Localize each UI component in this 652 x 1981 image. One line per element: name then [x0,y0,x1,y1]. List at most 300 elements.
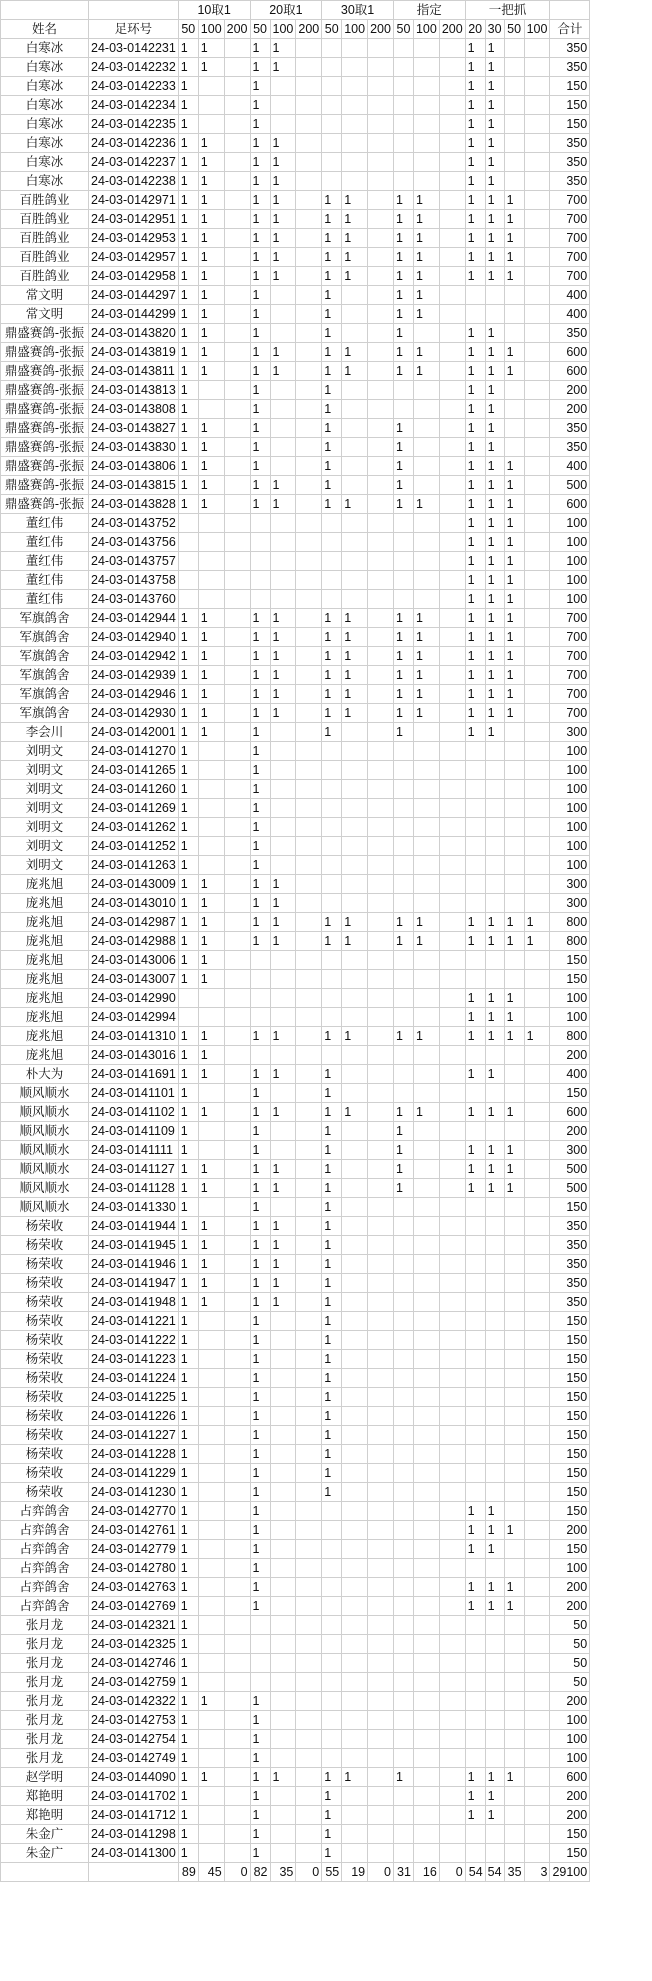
row-total-cell[interactable]: 150 [550,115,590,134]
entry-cell[interactable] [504,1274,524,1293]
entry-cell[interactable] [224,533,250,552]
entry-cell[interactable] [524,1768,550,1787]
entry-cell[interactable]: 1 [250,438,270,457]
entry-cell[interactable] [524,989,550,1008]
entry-cell[interactable]: 1 [393,1122,413,1141]
entry-cell[interactable] [413,457,439,476]
entry-cell[interactable]: 1 [178,1274,198,1293]
entry-cell[interactable] [178,552,198,571]
entry-cell[interactable]: 1 [342,685,368,704]
entry-cell[interactable] [296,1540,322,1559]
entry-cell[interactable] [524,1274,550,1293]
ring-number-cell[interactable]: 24-03-0142321 [89,1616,179,1635]
entry-cell[interactable] [224,305,250,324]
entry-cell[interactable] [524,1141,550,1160]
entry-cell[interactable]: 1 [250,704,270,723]
entry-cell[interactable] [504,1692,524,1711]
entry-cell[interactable]: 1 [270,894,296,913]
row-total-cell[interactable]: 50 [550,1673,590,1692]
entry-cell[interactable] [485,1122,504,1141]
entry-cell[interactable] [250,1616,270,1635]
entry-cell[interactable] [368,438,394,457]
entry-cell[interactable] [485,1844,504,1863]
entry-cell[interactable] [368,1407,394,1426]
owner-name-cell[interactable]: 白寒冰 [1,153,89,172]
entry-cell[interactable] [296,305,322,324]
entry-cell[interactable]: 1 [485,229,504,248]
entry-cell[interactable] [368,77,394,96]
ring-number-cell[interactable] [89,1863,179,1882]
entry-cell[interactable]: 1 [178,1407,198,1426]
entry-cell[interactable]: 1 [485,932,504,951]
entry-cell[interactable] [465,305,485,324]
entry-cell[interactable] [296,1388,322,1407]
entry-cell[interactable]: 1 [178,1787,198,1806]
entry-cell[interactable] [270,742,296,761]
entry-cell[interactable] [224,1654,250,1673]
entry-cell[interactable] [224,1673,250,1692]
entry-cell[interactable]: 1 [465,476,485,495]
column-sum-cell[interactable]: 35 [270,1863,296,1882]
entry-cell[interactable] [413,799,439,818]
entry-cell[interactable] [524,951,550,970]
entry-cell[interactable] [413,1255,439,1274]
entry-cell[interactable] [439,39,465,58]
entry-cell[interactable] [198,590,224,609]
owner-name-cell[interactable]: 白寒冰 [1,96,89,115]
owner-name-cell[interactable]: 庞兆旭 [1,1008,89,1027]
entry-cell[interactable] [342,1787,368,1806]
entry-cell[interactable]: 1 [322,419,342,438]
entry-cell[interactable]: 1 [485,191,504,210]
ring-number-cell[interactable]: 24-03-0143815 [89,476,179,495]
ring-number-cell[interactable]: 24-03-0143016 [89,1046,179,1065]
entry-cell[interactable]: 1 [504,495,524,514]
entry-cell[interactable] [270,590,296,609]
row-total-cell[interactable]: 400 [550,1065,590,1084]
entry-cell[interactable]: 1 [198,134,224,153]
entry-cell[interactable] [322,1521,342,1540]
row-total-cell[interactable]: 600 [550,1103,590,1122]
entry-cell[interactable] [342,1483,368,1502]
entry-cell[interactable]: 1 [250,1502,270,1521]
entry-cell[interactable] [393,77,413,96]
entry-cell[interactable] [413,894,439,913]
entry-cell[interactable] [413,1635,439,1654]
entry-cell[interactable] [368,324,394,343]
entry-cell[interactable] [439,134,465,153]
entry-cell[interactable] [393,1806,413,1825]
entry-cell[interactable] [465,1654,485,1673]
entry-cell[interactable]: 1 [178,685,198,704]
entry-cell[interactable]: 1 [270,647,296,666]
entry-cell[interactable]: 1 [485,248,504,267]
entry-cell[interactable] [413,134,439,153]
entry-cell[interactable]: 1 [322,1806,342,1825]
entry-cell[interactable]: 1 [178,723,198,742]
entry-cell[interactable] [504,1065,524,1084]
entry-cell[interactable]: 1 [198,951,224,970]
entry-cell[interactable] [342,115,368,134]
column-header-sub[interactable]: 200 [224,20,250,39]
entry-cell[interactable] [296,1635,322,1654]
entry-cell[interactable]: 1 [178,286,198,305]
entry-cell[interactable] [368,134,394,153]
entry-cell[interactable] [250,590,270,609]
entry-cell[interactable] [504,1749,524,1768]
entry-cell[interactable] [322,1046,342,1065]
entry-cell[interactable] [439,1806,465,1825]
entry-cell[interactable] [439,856,465,875]
entry-cell[interactable] [485,1255,504,1274]
entry-cell[interactable]: 1 [393,1141,413,1160]
entry-cell[interactable]: 1 [465,913,485,932]
column-header-sub[interactable]: 100 [198,20,224,39]
entry-cell[interactable]: 1 [413,343,439,362]
entry-cell[interactable] [322,153,342,172]
entry-cell[interactable] [322,1711,342,1730]
entry-cell[interactable]: 1 [178,1521,198,1540]
entry-cell[interactable] [224,1179,250,1198]
ring-number-cell[interactable]: 24-03-0141947 [89,1274,179,1293]
entry-cell[interactable] [504,1654,524,1673]
ring-number-cell[interactable]: 24-03-0144299 [89,305,179,324]
entry-cell[interactable] [198,1654,224,1673]
entry-cell[interactable] [413,1578,439,1597]
entry-cell[interactable]: 1 [322,267,342,286]
entry-cell[interactable]: 1 [178,894,198,913]
entry-cell[interactable]: 1 [178,39,198,58]
entry-cell[interactable]: 1 [250,1236,270,1255]
entry-cell[interactable]: 1 [198,343,224,362]
entry-cell[interactable] [439,1787,465,1806]
entry-cell[interactable]: 1 [393,438,413,457]
entry-cell[interactable]: 1 [178,1236,198,1255]
entry-cell[interactable] [368,191,394,210]
entry-cell[interactable]: 1 [413,191,439,210]
entry-cell[interactable]: 1 [250,685,270,704]
entry-cell[interactable] [439,1217,465,1236]
entry-cell[interactable] [439,1445,465,1464]
entry-cell[interactable] [296,1312,322,1331]
entry-cell[interactable]: 1 [393,628,413,647]
entry-cell[interactable] [296,818,322,837]
entry-cell[interactable]: 1 [250,39,270,58]
owner-name-cell[interactable]: 白寒冰 [1,77,89,96]
entry-cell[interactable]: 1 [250,666,270,685]
column-header-sub[interactable]: 100 [524,20,550,39]
entry-cell[interactable] [393,1578,413,1597]
column-sum-cell[interactable]: 16 [413,1863,439,1882]
entry-cell[interactable]: 1 [322,1274,342,1293]
entry-cell[interactable]: 1 [198,1065,224,1084]
entry-cell[interactable]: 1 [270,153,296,172]
entry-cell[interactable]: 1 [393,210,413,229]
entry-cell[interactable] [342,1369,368,1388]
entry-cell[interactable] [439,552,465,571]
entry-cell[interactable] [296,191,322,210]
entry-cell[interactable]: 1 [485,77,504,96]
column-header-sub[interactable]: 100 [342,20,368,39]
entry-cell[interactable] [439,1008,465,1027]
entry-cell[interactable]: 1 [485,381,504,400]
entry-cell[interactable] [198,571,224,590]
entry-cell[interactable]: 1 [178,970,198,989]
entry-cell[interactable] [368,552,394,571]
entry-cell[interactable] [270,1331,296,1350]
entry-cell[interactable] [524,1350,550,1369]
entry-cell[interactable] [439,1711,465,1730]
ring-number-cell[interactable]: 24-03-0142753 [89,1711,179,1730]
entry-cell[interactable] [439,1673,465,1692]
entry-cell[interactable] [465,1673,485,1692]
entry-cell[interactable] [368,666,394,685]
entry-cell[interactable]: 1 [250,1103,270,1122]
entry-cell[interactable] [485,1369,504,1388]
entry-cell[interactable] [296,1616,322,1635]
entry-cell[interactable]: 1 [504,609,524,628]
entry-cell[interactable] [485,1559,504,1578]
row-total-cell[interactable]: 200 [550,1597,590,1616]
entry-cell[interactable] [198,1540,224,1559]
entry-cell[interactable] [296,1768,322,1787]
entry-cell[interactable] [270,533,296,552]
entry-cell[interactable] [322,96,342,115]
entry-cell[interactable] [368,1787,394,1806]
entry-cell[interactable]: 1 [178,1160,198,1179]
entry-cell[interactable]: 1 [178,1673,198,1692]
entry-cell[interactable]: 1 [198,58,224,77]
entry-cell[interactable] [413,533,439,552]
row-total-cell[interactable]: 200 [550,1578,590,1597]
entry-cell[interactable] [524,1388,550,1407]
entry-cell[interactable] [465,761,485,780]
entry-cell[interactable] [342,1236,368,1255]
entry-cell[interactable] [224,913,250,932]
entry-cell[interactable]: 1 [198,267,224,286]
entry-cell[interactable]: 1 [178,704,198,723]
entry-cell[interactable] [270,1483,296,1502]
entry-cell[interactable] [224,324,250,343]
row-total-cell[interactable]: 350 [550,438,590,457]
entry-cell[interactable] [524,419,550,438]
entry-cell[interactable]: 1 [322,286,342,305]
entry-cell[interactable]: 1 [178,1046,198,1065]
entry-cell[interactable] [439,381,465,400]
entry-cell[interactable] [393,1521,413,1540]
entry-cell[interactable] [465,875,485,894]
entry-cell[interactable]: 1 [250,1179,270,1198]
ring-number-cell[interactable]: 24-03-0143752 [89,514,179,533]
ring-number-cell[interactable]: 24-03-0142761 [89,1521,179,1540]
entry-cell[interactable] [342,286,368,305]
entry-cell[interactable]: 1 [322,609,342,628]
entry-cell[interactable]: 1 [465,1502,485,1521]
owner-name-cell[interactable]: 鼎盛赛鸽-张振 [1,457,89,476]
ring-number-cell[interactable]: 24-03-0143760 [89,590,179,609]
entry-cell[interactable]: 1 [178,476,198,495]
entry-cell[interactable] [368,1255,394,1274]
entry-cell[interactable] [322,1502,342,1521]
entry-cell[interactable]: 1 [250,761,270,780]
entry-cell[interactable] [393,1065,413,1084]
ring-number-cell[interactable]: 24-03-0142769 [89,1597,179,1616]
entry-cell[interactable]: 1 [465,172,485,191]
entry-cell[interactable] [224,1483,250,1502]
owner-name-cell[interactable]: 顺风顺水 [1,1179,89,1198]
entry-cell[interactable]: 1 [465,514,485,533]
entry-cell[interactable] [296,172,322,191]
row-total-cell[interactable]: 350 [550,1217,590,1236]
entry-cell[interactable] [224,666,250,685]
row-total-cell[interactable]: 400 [550,305,590,324]
entry-cell[interactable]: 1 [504,514,524,533]
entry-cell[interactable] [368,1521,394,1540]
ring-number-cell[interactable]: 24-03-0142237 [89,153,179,172]
entry-cell[interactable] [224,115,250,134]
header-cell[interactable] [89,1,179,20]
entry-cell[interactable]: 1 [322,1350,342,1369]
entry-cell[interactable] [413,1825,439,1844]
entry-cell[interactable] [504,951,524,970]
entry-cell[interactable]: 1 [178,362,198,381]
entry-cell[interactable] [504,1236,524,1255]
entry-cell[interactable] [465,1350,485,1369]
entry-cell[interactable] [413,989,439,1008]
entry-cell[interactable] [224,742,250,761]
entry-cell[interactable]: 1 [178,666,198,685]
entry-cell[interactable] [296,210,322,229]
entry-cell[interactable] [504,1198,524,1217]
row-total-cell[interactable]: 700 [550,191,590,210]
entry-cell[interactable] [439,229,465,248]
entry-cell[interactable] [368,362,394,381]
entry-cell[interactable] [296,343,322,362]
owner-name-cell[interactable]: 刘明文 [1,742,89,761]
entry-cell[interactable] [439,1635,465,1654]
entry-cell[interactable] [198,115,224,134]
row-total-cell[interactable]: 300 [550,894,590,913]
entry-cell[interactable]: 1 [342,932,368,951]
entry-cell[interactable] [224,818,250,837]
entry-cell[interactable]: 1 [270,875,296,894]
entry-cell[interactable]: 1 [342,1103,368,1122]
entry-cell[interactable]: 1 [250,381,270,400]
row-total-cell[interactable]: 100 [550,552,590,571]
entry-cell[interactable] [524,96,550,115]
entry-cell[interactable] [524,533,550,552]
entry-cell[interactable]: 1 [250,913,270,932]
entry-cell[interactable] [296,1673,322,1692]
entry-cell[interactable] [368,1502,394,1521]
entry-cell[interactable]: 1 [250,267,270,286]
entry-cell[interactable] [368,1749,394,1768]
entry-cell[interactable] [393,1597,413,1616]
entry-cell[interactable] [439,1844,465,1863]
entry-cell[interactable] [342,875,368,894]
entry-cell[interactable]: 1 [465,1103,485,1122]
owner-name-cell[interactable]: 百胜鸽业 [1,210,89,229]
entry-cell[interactable] [524,514,550,533]
entry-cell[interactable] [224,1122,250,1141]
entry-cell[interactable]: 1 [485,913,504,932]
entry-cell[interactable]: 1 [504,191,524,210]
entry-cell[interactable] [198,552,224,571]
entry-cell[interactable]: 1 [270,1768,296,1787]
entry-cell[interactable]: 1 [485,1521,504,1540]
entry-cell[interactable] [322,1540,342,1559]
entry-cell[interactable]: 1 [250,628,270,647]
entry-cell[interactable] [465,1122,485,1141]
entry-cell[interactable]: 1 [198,210,224,229]
ring-number-cell[interactable]: 24-03-0142231 [89,39,179,58]
entry-cell[interactable] [524,362,550,381]
ring-number-cell[interactable]: 24-03-0142779 [89,1540,179,1559]
entry-cell[interactable]: 1 [465,1008,485,1027]
entry-cell[interactable]: 1 [504,685,524,704]
entry-cell[interactable] [413,1559,439,1578]
entry-cell[interactable]: 1 [465,1065,485,1084]
entry-cell[interactable] [413,742,439,761]
entry-cell[interactable] [368,894,394,913]
entry-cell[interactable]: 1 [270,229,296,248]
entry-cell[interactable]: 1 [504,533,524,552]
entry-cell[interactable] [342,419,368,438]
entry-cell[interactable]: 1 [178,1217,198,1236]
entry-cell[interactable]: 1 [270,1160,296,1179]
entry-cell[interactable] [465,1483,485,1502]
entry-cell[interactable] [224,172,250,191]
entry-cell[interactable] [296,229,322,248]
owner-name-cell[interactable]: 军旗鸽舍 [1,685,89,704]
entry-cell[interactable] [270,1616,296,1635]
entry-cell[interactable] [198,1844,224,1863]
entry-cell[interactable]: 1 [178,742,198,761]
entry-cell[interactable]: 1 [465,77,485,96]
entry-cell[interactable] [250,1673,270,1692]
entry-cell[interactable] [524,343,550,362]
entry-cell[interactable]: 1 [465,134,485,153]
entry-cell[interactable] [465,1255,485,1274]
entry-cell[interactable] [393,552,413,571]
entry-cell[interactable]: 1 [178,438,198,457]
entry-cell[interactable]: 1 [198,1179,224,1198]
entry-cell[interactable]: 1 [270,1236,296,1255]
entry-cell[interactable]: 1 [504,647,524,666]
column-header-ring[interactable]: 足环号 [89,20,179,39]
entry-cell[interactable]: 1 [178,1293,198,1312]
entry-cell[interactable] [439,1293,465,1312]
entry-cell[interactable]: 1 [198,248,224,267]
entry-cell[interactable]: 1 [250,58,270,77]
entry-cell[interactable] [368,58,394,77]
entry-cell[interactable]: 1 [250,1027,270,1046]
entry-cell[interactable]: 1 [198,1692,224,1711]
entry-cell[interactable] [485,1616,504,1635]
entry-cell[interactable] [224,1407,250,1426]
entry-cell[interactable] [296,989,322,1008]
entry-cell[interactable] [393,1198,413,1217]
entry-cell[interactable] [439,609,465,628]
entry-cell[interactable] [413,761,439,780]
entry-cell[interactable]: 1 [485,647,504,666]
entry-cell[interactable]: 1 [465,115,485,134]
entry-cell[interactable]: 1 [465,191,485,210]
entry-cell[interactable]: 1 [250,1711,270,1730]
entry-cell[interactable] [485,1711,504,1730]
entry-cell[interactable] [413,1673,439,1692]
entry-cell[interactable] [485,951,504,970]
